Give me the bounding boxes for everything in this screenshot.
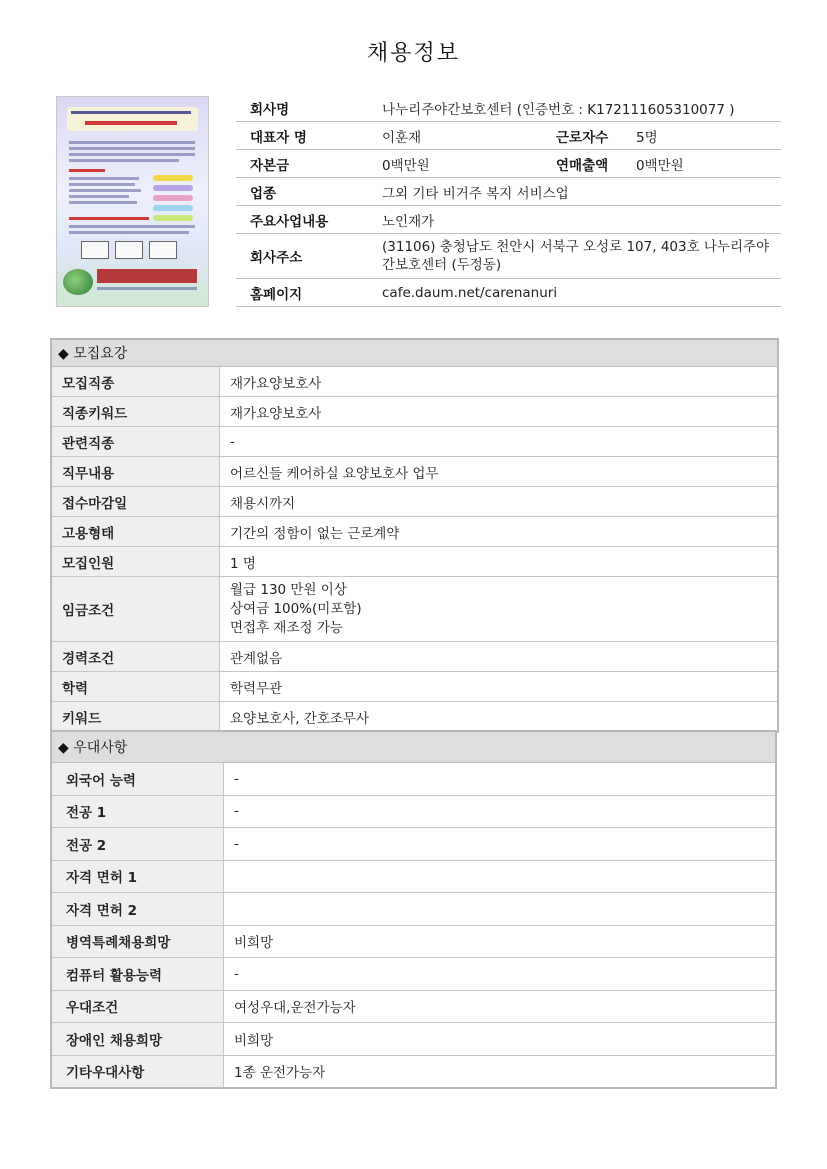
- table-row: [52, 893, 775, 926]
- row-value: 학력무관: [220, 672, 778, 702]
- row-value: -: [224, 958, 776, 991]
- row-value: 기간의 정함이 없는 근로계약: [220, 517, 778, 547]
- row-label: 자격 면허 1: [52, 860, 224, 893]
- row-label: 모집직종: [52, 367, 220, 397]
- table-row: [52, 795, 775, 828]
- table-row: [52, 990, 775, 1023]
- preferences-header: ◆ 우대사항: [52, 732, 775, 763]
- table-row: [52, 547, 777, 577]
- row-label: 경력조건: [52, 642, 220, 672]
- row-value: 관계없음: [220, 642, 778, 672]
- row-label: 병역특례채용희망: [52, 925, 224, 958]
- table-row: [52, 672, 777, 702]
- company-row-address: [236, 234, 781, 279]
- company-poster-image: [56, 96, 209, 307]
- address-label: 회사주소: [236, 234, 368, 279]
- row-value: -: [224, 763, 776, 796]
- table-row: [52, 702, 777, 732]
- preferences-section: [50, 730, 777, 1089]
- row-label: 우대조건: [52, 990, 224, 1023]
- wage-line: 면접후 재조정 가능: [230, 619, 343, 636]
- company-row-homepage: [236, 279, 781, 307]
- company-name-value: 나누리주야간보호센터 (인증번호 : K172111605310077 ): [368, 94, 781, 122]
- row-value: 재가요양보호사: [220, 367, 778, 397]
- row-value: -: [224, 795, 776, 828]
- row-value: -: [220, 427, 778, 457]
- row-value: 재가요양보호사: [220, 397, 778, 427]
- row-label: 직종키워드: [52, 397, 220, 427]
- row-value: 1 명: [220, 547, 778, 577]
- row-value: -: [224, 828, 776, 861]
- table-row: [52, 958, 775, 991]
- address-value: (31106) 충청남도 천안시 서북구 오성로 107, 403호 나누리주야간보호센터 (두정동): [368, 234, 781, 279]
- row-label: 고용형태: [52, 517, 220, 547]
- revenue-label: 연매출액: [542, 150, 622, 178]
- wage-label: 임금조건: [52, 577, 220, 642]
- ceo-value: 이훈재: [368, 122, 542, 150]
- company-row-business: [236, 206, 781, 234]
- company-row-ceo: [236, 122, 781, 150]
- table-row: [52, 1023, 775, 1056]
- row-value: 요양보호사, 간호조무사: [230, 710, 369, 727]
- row-label: 학력: [52, 672, 220, 702]
- capital-value: 0백만원: [368, 150, 542, 178]
- recruitment-section: [50, 338, 779, 733]
- page-title: 채용정보: [366, 41, 460, 66]
- row-value: 채용시까지: [220, 487, 778, 517]
- ceo-label: 대표자 명: [236, 122, 368, 150]
- table-row: [52, 457, 777, 487]
- table-row: [52, 763, 775, 796]
- row-label: 키워드: [52, 702, 220, 732]
- employees-value: 5명: [622, 122, 781, 150]
- business-value: 노인재가: [368, 206, 781, 234]
- row-label: 전공 2: [52, 828, 224, 861]
- table-row: [52, 1055, 775, 1087]
- row-value: 비희망: [224, 925, 776, 958]
- company-row-name: [236, 94, 781, 122]
- table-row: [52, 367, 777, 397]
- row-value: 비희망: [224, 1023, 776, 1056]
- company-row-capital: [236, 150, 781, 178]
- row-value: [224, 860, 776, 893]
- wage-line: 월급 130 만원 이상: [230, 581, 347, 598]
- capital-label: 자본금: [236, 150, 368, 178]
- table-row: [52, 925, 775, 958]
- employees-label: 근로자수: [542, 122, 622, 150]
- row-value: [224, 893, 776, 926]
- wage-value: [220, 577, 778, 642]
- company-row-industry: [236, 178, 781, 206]
- row-label: 장애인 채용희망: [52, 1023, 224, 1056]
- wage-line: 상여금 100%(미포함): [230, 600, 362, 617]
- table-row: [52, 517, 777, 547]
- table-row: [52, 487, 777, 517]
- row-label: 컴퓨터 활용능력: [52, 958, 224, 991]
- row-label: 전공 1: [52, 795, 224, 828]
- company-info-table: [236, 94, 781, 307]
- revenue-value: 0백만원: [622, 150, 781, 178]
- row-value: 여성우대,운전가능자: [224, 990, 776, 1023]
- company-name-label: 회사명: [236, 94, 368, 122]
- table-row: [52, 828, 775, 861]
- row-label: 외국어 능력: [52, 763, 224, 796]
- table-row: [52, 397, 777, 427]
- row-label: 관련직종: [52, 427, 220, 457]
- business-label: 주요사업내용: [236, 206, 368, 234]
- table-row: [52, 427, 777, 457]
- table-row: [52, 860, 775, 893]
- row-label: 자격 면허 2: [52, 893, 224, 926]
- industry-value: 그외 기타 비거주 복지 서비스업: [368, 178, 781, 206]
- industry-label: 업종: [236, 178, 368, 206]
- homepage-label: 홈페이지: [236, 279, 368, 307]
- row-label: 기타우대사항: [52, 1055, 224, 1087]
- recruitment-header: ◆ 모집요강: [52, 340, 777, 367]
- homepage-link[interactable]: cafe.daum.net/carenanuri: [368, 279, 781, 307]
- row-value: 어르신들 케어하실 요양보호사 업무: [220, 457, 778, 487]
- table-row: [52, 642, 777, 672]
- row-label: 접수마감일: [52, 487, 220, 517]
- row-value: 1종 운전가능자: [234, 1065, 326, 1082]
- wage-row: [52, 577, 777, 642]
- row-label: 모집인원: [52, 547, 220, 577]
- row-label: 직무내용: [52, 457, 220, 487]
